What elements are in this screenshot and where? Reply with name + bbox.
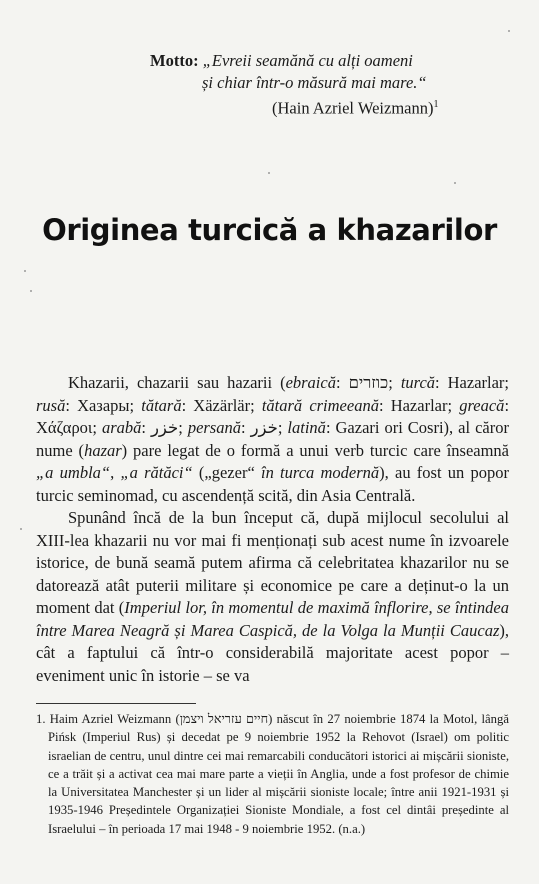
text-run: : Xäzärlär; [181, 395, 262, 415]
text-run: : כוזרים; [335, 373, 401, 392]
italic-run: hazar [84, 440, 122, 460]
italic-run: „a umbla“ [36, 463, 111, 482]
italic-run: persană [187, 418, 241, 437]
text-run: , [110, 463, 121, 482]
italic-run: turcă [400, 373, 436, 392]
text-run: : Χάζαροι; [36, 395, 510, 437]
footnote-text: Haim Azriel Weizmann (חיים עזריאל ויצמן) născut în 27 noiembrie 1874 la Motol, lângă Pińsk (Imperiul Rus) și decedat pe 9 noiembrie 1952 la Rehovot (Israel) om politic israelian de centru, unul dintre cei mai remarcabili conducători istorici ai mișcării sioniste, ce a trăit și a activat cea mai mare parte a vieții în Anglia, unde a fost profesor de chimie la Universitatea Manchester și un lider al mișcării sioniste locale; între anii 1921-1931 și 1935-1946 Președintele Organizației Sioniste Mondiale, a fost cel dintâi președinte al Israelului – în perioada 17 mai 1948 - 9 noiembrie 1952. (n.a.) [48, 712, 509, 836]
text-run: ) pare legat de o formă a unui verb turcic care înseamnă [121, 440, 510, 460]
italic-run: latină [287, 418, 326, 437]
motto-quote-line-2: și chiar într-o măsură mai mare.“ [202, 73, 427, 92]
paper-speck [30, 290, 32, 292]
footnote-item [36, 710, 509, 838]
paper-speck [508, 30, 510, 32]
text-run: („gezer“ [192, 463, 261, 482]
italic-run: ebraică [285, 373, 336, 392]
paper-speck [268, 172, 270, 174]
footnote-number: 1. [36, 712, 46, 726]
body-text [36, 372, 509, 687]
motto [150, 50, 438, 120]
motto-attribution-line [150, 94, 438, 120]
paper-speck [20, 528, 22, 530]
footnote-reference[interactable]: 1 [433, 99, 439, 110]
motto-quote-line-1: „Evreii seamănă cu alți oameni [202, 51, 413, 70]
body-paragraph-2 [36, 507, 509, 687]
footnote-separator [36, 703, 196, 704]
motto-label: Motto: [150, 51, 199, 70]
chapter-title: Originea turcică a khazarilor [42, 213, 497, 247]
text-run: : Hazarlar; [435, 373, 509, 392]
italic-run: greacă [459, 395, 505, 415]
text-run: : Gazari ori Cosri), al căror nume ( [36, 418, 509, 460]
italic-run: în turca modernă [261, 463, 380, 482]
italic-run: tătară [141, 395, 182, 415]
italic-run: arabă [101, 418, 142, 437]
text-run: Spunând încă de la bun început că, după mijlocul secolului al XIII-lea khazarii nu vor mai fi menționați sub acest nume în izvoarele istorice, de bună seamă putem afirma că celebritatea khazarilor nu se datorează atât puterii militare și economice pe care a deținut-o la un moment dat ( [36, 508, 509, 617]
text-run: : خزر; [240, 418, 288, 437]
motto-line-1 [150, 50, 438, 72]
text-run: Khazarii, chazarii sau hazarii ( [68, 373, 286, 392]
text-run: : Hazarlar; [378, 395, 460, 415]
paper-speck [454, 182, 456, 184]
motto-attribution: (Hain Azriel Weizmann) [272, 98, 434, 118]
body-paragraph-1 [36, 372, 509, 507]
text-run: : Хазары; [65, 395, 142, 415]
italic-run: „a rătăci“ [120, 463, 193, 482]
text-run: : خزر; [141, 418, 188, 437]
text-run: ), au fost un popor turcic seminomad, cu ascendență scită, din Asia Centrală. [36, 463, 510, 505]
text-run: ), cât a faptului că într-o considerabilă majoritate acest popor – eveniment unic în istorie – se va [36, 620, 509, 685]
italic-run: rusă [36, 395, 66, 415]
paper-speck [24, 270, 26, 272]
footnote [36, 710, 509, 838]
italic-run: tătară crimeeană [261, 395, 379, 415]
italic-run: Imperiul lor, în momentul de maximă înflorire, se întindea între Marea Neagră și Marea Caspică, de la Volga la Munții Caucaz [36, 598, 509, 640]
